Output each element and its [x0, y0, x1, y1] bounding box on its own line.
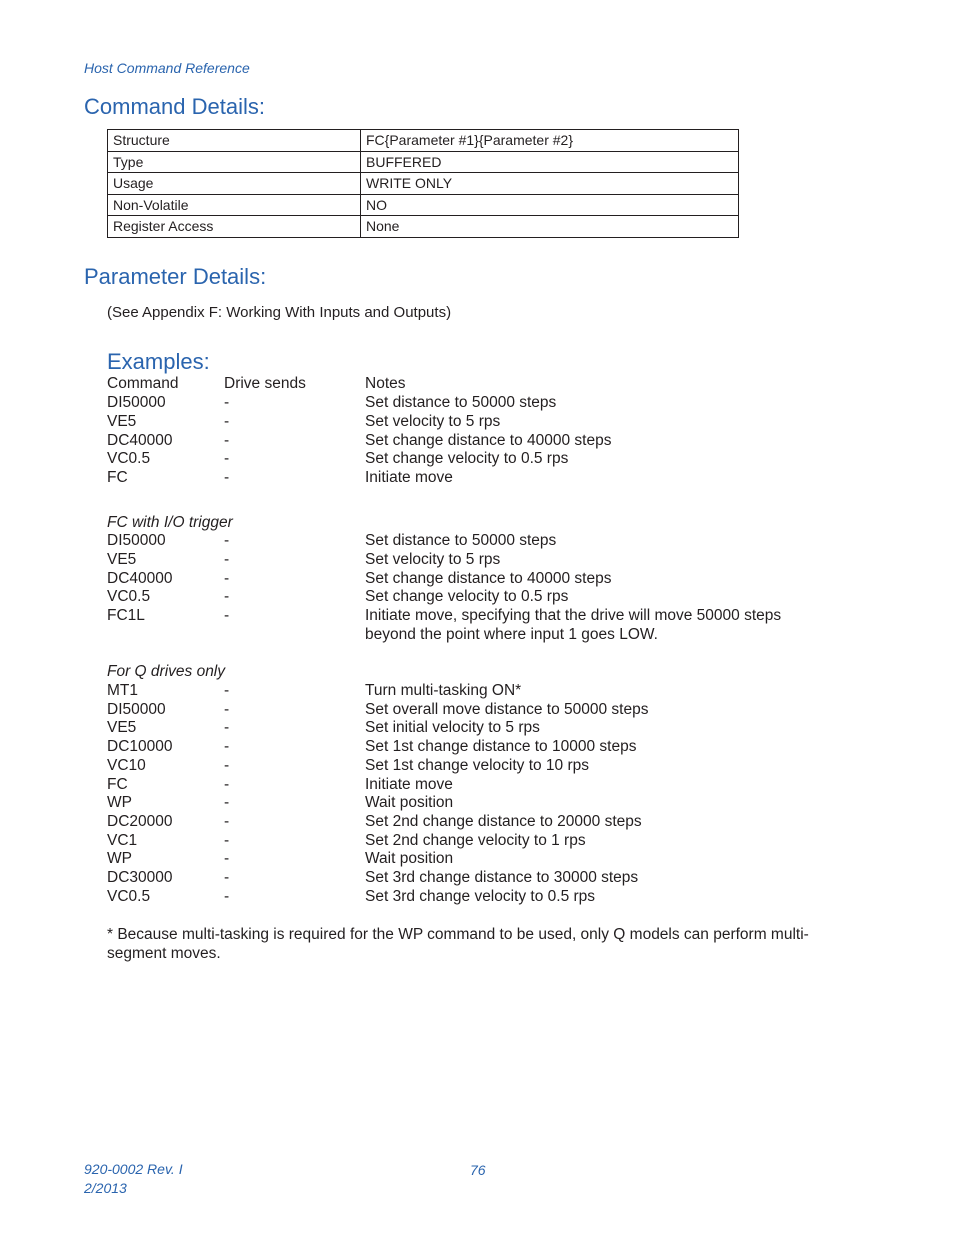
table-row [108, 194, 739, 216]
example-note: Set 2nd change distance to 20000 steps [365, 812, 642, 830]
example-drive-sends: - [224, 869, 230, 886]
example-drive-sends: - [224, 719, 230, 737]
example-drive-sends: - [224, 450, 230, 468]
example-drive-sends: - [224, 850, 230, 868]
example-drive-sends: - [224, 588, 230, 606]
example-drive-sends: - [224, 469, 230, 486]
example-command: WP [107, 850, 132, 868]
example-command: DC10000 [107, 738, 173, 756]
table-cell-label: Register Access [108, 216, 361, 238]
example-command: DI50000 [107, 394, 166, 411]
example-note: Set distance to 50000 steps [365, 532, 557, 549]
example-note: Set velocity to 5 rps [365, 412, 501, 430]
example-note: Initiate move [365, 469, 453, 486]
example-drive-sends: - [224, 812, 230, 830]
example-command: FC [107, 775, 128, 793]
example-note: Set velocity to 5 rps [365, 550, 501, 568]
footer-date: 2/2013 [84, 1180, 127, 1196]
running-header: Host Command Reference [84, 60, 250, 76]
example-command: VC1 [107, 831, 138, 849]
example-drive-sends: - [224, 431, 230, 449]
example-note: Set overall move distance to 50000 steps [365, 700, 649, 718]
footer-doc-number: 920-0002 Rev. I [84, 1161, 183, 1177]
example-drive-sends: - [224, 738, 230, 756]
example-note: Initiate move, specifying that the drive will move 50000 steps [365, 607, 782, 624]
example-command: VC10 [107, 756, 146, 774]
example-drive-sends: - [224, 775, 230, 793]
command-details-table [107, 129, 739, 238]
table-cell-value: None [361, 216, 739, 238]
table-row [108, 173, 739, 195]
example-command: VE5 [107, 550, 137, 568]
example-note: beyond the point where input 1 goes LOW. [365, 625, 658, 643]
example-drive-sends: - [224, 831, 230, 849]
example-note: Set 1st change velocity to 10 rps [365, 756, 590, 774]
table-row [108, 216, 739, 238]
example-note: Set 3rd change distance to 30000 steps [365, 869, 639, 886]
table-cell-label: Non-Volatile [108, 194, 361, 216]
example-note: Set 2nd change velocity to 1 rps [365, 831, 586, 849]
example-command: VC0.5 [107, 450, 151, 468]
table-row [108, 151, 739, 173]
example-note: Initiate move [365, 775, 453, 793]
example-command: MT1 [107, 682, 138, 699]
example-drive-sends: - [224, 794, 230, 812]
example-command: VE5 [107, 719, 137, 737]
table-cell-label: Type [108, 151, 361, 173]
table-cell-value: NO [361, 194, 739, 216]
example-drive-sends: - [224, 700, 230, 718]
example-command: DC20000 [107, 812, 173, 830]
table-cell-label: Usage [108, 173, 361, 195]
example-drive-sends: - [224, 550, 230, 568]
example-drive-sends: - [224, 412, 230, 430]
examples-heading: Examples: [107, 349, 210, 374]
column-header-command: Command [107, 375, 179, 392]
example-group-title-q-drives: For Q drives only [107, 663, 226, 680]
example-note: Set distance to 50000 steps [365, 394, 557, 411]
table-cell-value: BUFFERED [361, 151, 739, 173]
example-note: Set 1st change distance to 10000 steps [365, 738, 637, 756]
example-command: WP [107, 794, 132, 812]
example-drive-sends: - [224, 682, 230, 699]
table-cell-label: Structure [108, 130, 361, 152]
table-cell-value: FC{Parameter #1}{Parameter #2} [361, 130, 739, 152]
example-drive-sends: - [224, 887, 230, 905]
example-note: Wait position [365, 850, 454, 868]
example-command: DC30000 [107, 869, 173, 886]
column-header-notes: Notes [365, 375, 406, 392]
example-command: VE5 [107, 412, 137, 430]
table-row [108, 130, 739, 152]
example-command: DC40000 [107, 569, 173, 587]
footnote [107, 925, 827, 963]
example-note: Set 3rd change velocity to 0.5 rps [365, 887, 596, 905]
example-note: Set initial velocity to 5 rps [365, 719, 540, 737]
example-drive-sends: - [224, 756, 230, 774]
example-command: VC0.5 [107, 887, 151, 905]
footer-page-number: 76 [470, 1162, 486, 1178]
example-drive-sends: - [224, 394, 230, 411]
footnote-line: * Because multi-tasking is required for the WP command to be used, only Q models can perform multi- [107, 926, 809, 943]
example-group-title-io-trigger: FC with I/O trigger [107, 514, 233, 531]
column-header-drive-sends: Drive sends [224, 375, 306, 392]
footnote-line: segment moves. [107, 945, 221, 962]
example-command: DC40000 [107, 431, 173, 449]
example-note: Set change velocity to 0.5 rps [365, 588, 569, 606]
table-cell-value: WRITE ONLY [361, 173, 739, 195]
example-drive-sends: - [224, 569, 230, 587]
example-command: VC0.5 [107, 588, 151, 606]
example-note: Wait position [365, 794, 454, 812]
example-command: DI50000 [107, 532, 166, 549]
example-command: DI50000 [107, 700, 166, 718]
example-drive-sends: - [224, 607, 230, 624]
example-note: Set change velocity to 0.5 rps [365, 450, 569, 468]
example-command: FC [107, 469, 128, 486]
parameter-details-heading: Parameter Details: [84, 264, 267, 289]
footer-doc-info [84, 1160, 183, 1198]
example-command: FC1L [107, 607, 145, 624]
example-note: Set change distance to 40000 steps [365, 569, 612, 587]
example-drive-sends: - [224, 532, 230, 549]
example-note: Turn multi-tasking ON* [365, 682, 522, 699]
example-note: Set change distance to 40000 steps [365, 431, 612, 449]
parameter-details-text: (See Appendix F: Working With Inputs and Outputs) [107, 304, 452, 321]
command-details-heading: Command Details: [84, 94, 265, 119]
